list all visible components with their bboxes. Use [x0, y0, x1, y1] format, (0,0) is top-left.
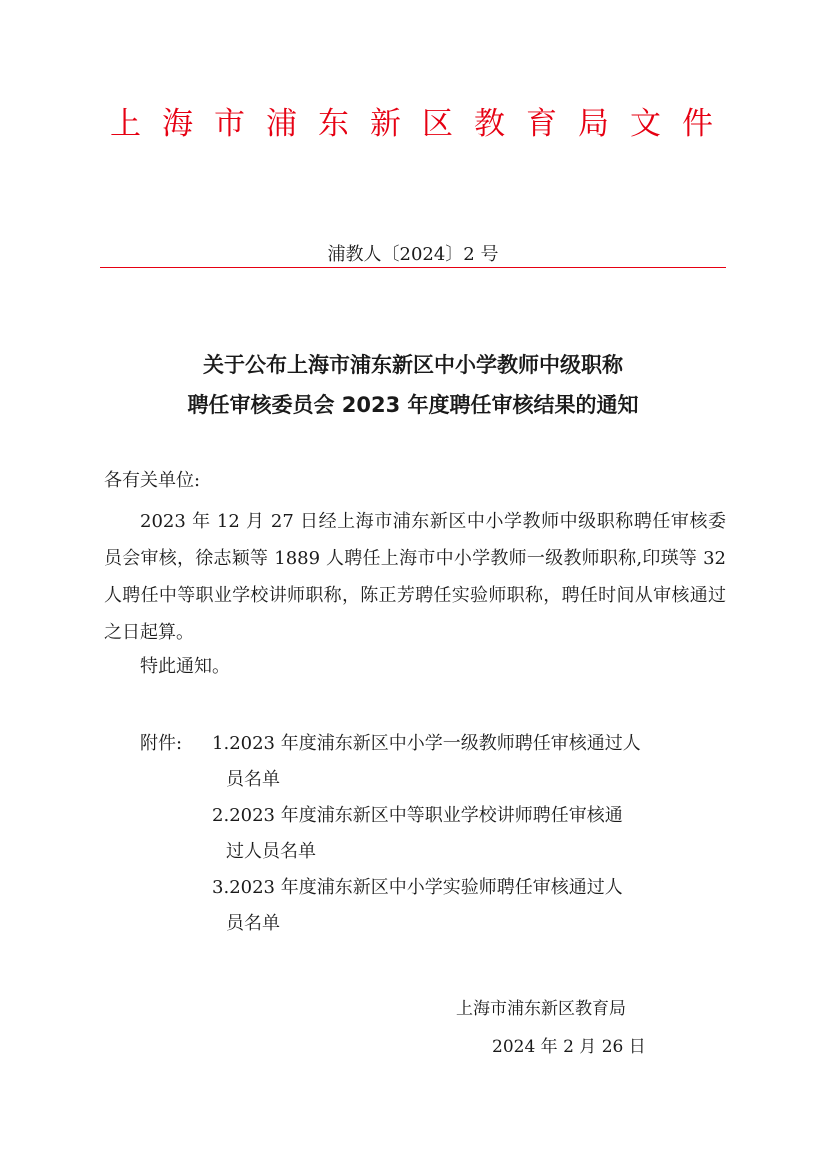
salutation: 各有关单位:: [104, 470, 201, 491]
attachments-label: 附件:: [140, 733, 183, 754]
red-divider-line: [100, 267, 726, 268]
attachment-title-continued: 员名单: [226, 769, 280, 790]
attachment-number: 2.: [212, 805, 230, 826]
attachment-title: 2023 年度浦东新区中小学实验师聘任审核通过人: [229, 877, 623, 898]
body-paragraph: 2023 年 12 月 27 日经上海市浦东新区中小学教师中级职称聘任审核委员会审核，徐志颖等 1889 人聘任上海市中小学教师一级教师职称,印瑛等 32 人聘任中等职业学校讲师职称，陈正芳聘任实验师职称，聘任时间从审核通过之日起算。: [104, 511, 726, 643]
signing-organization: 上海市浦东新区教育局: [456, 999, 626, 1019]
attachments-section: [140, 726, 730, 942]
attachment-title-continued: 过人员名单: [226, 841, 316, 862]
attachment-title: 2023 年度浦东新区中等职业学校讲师聘任审核通: [229, 805, 623, 826]
title-line-1: 关于公布上海市浦东新区中小学教师中级职称: [203, 353, 623, 377]
attachment-item: [140, 798, 730, 870]
document-title: [0, 345, 826, 425]
attachment-title: 2023 年度浦东新区中小学一级教师聘任审核通过人: [229, 733, 641, 754]
attachment-item: [140, 726, 730, 798]
attachment-title-continued: 员名单: [226, 913, 280, 934]
attachment-item: [140, 870, 730, 942]
signing-date: 2024 年 2 月 26 日: [492, 1037, 646, 1057]
body-text: [104, 503, 726, 651]
document-number: 浦教人〔2024〕2 号: [327, 244, 499, 265]
closing-remark: 特此通知。: [140, 656, 230, 677]
attachment-number: 3.: [212, 877, 230, 898]
attachment-number: 1.: [212, 733, 230, 754]
title-line-2: 聘任审核委员会 2023 年度聘任审核结果的通知: [187, 393, 639, 417]
document-masthead: 上海市浦东新区教育局文件: [110, 106, 734, 142]
